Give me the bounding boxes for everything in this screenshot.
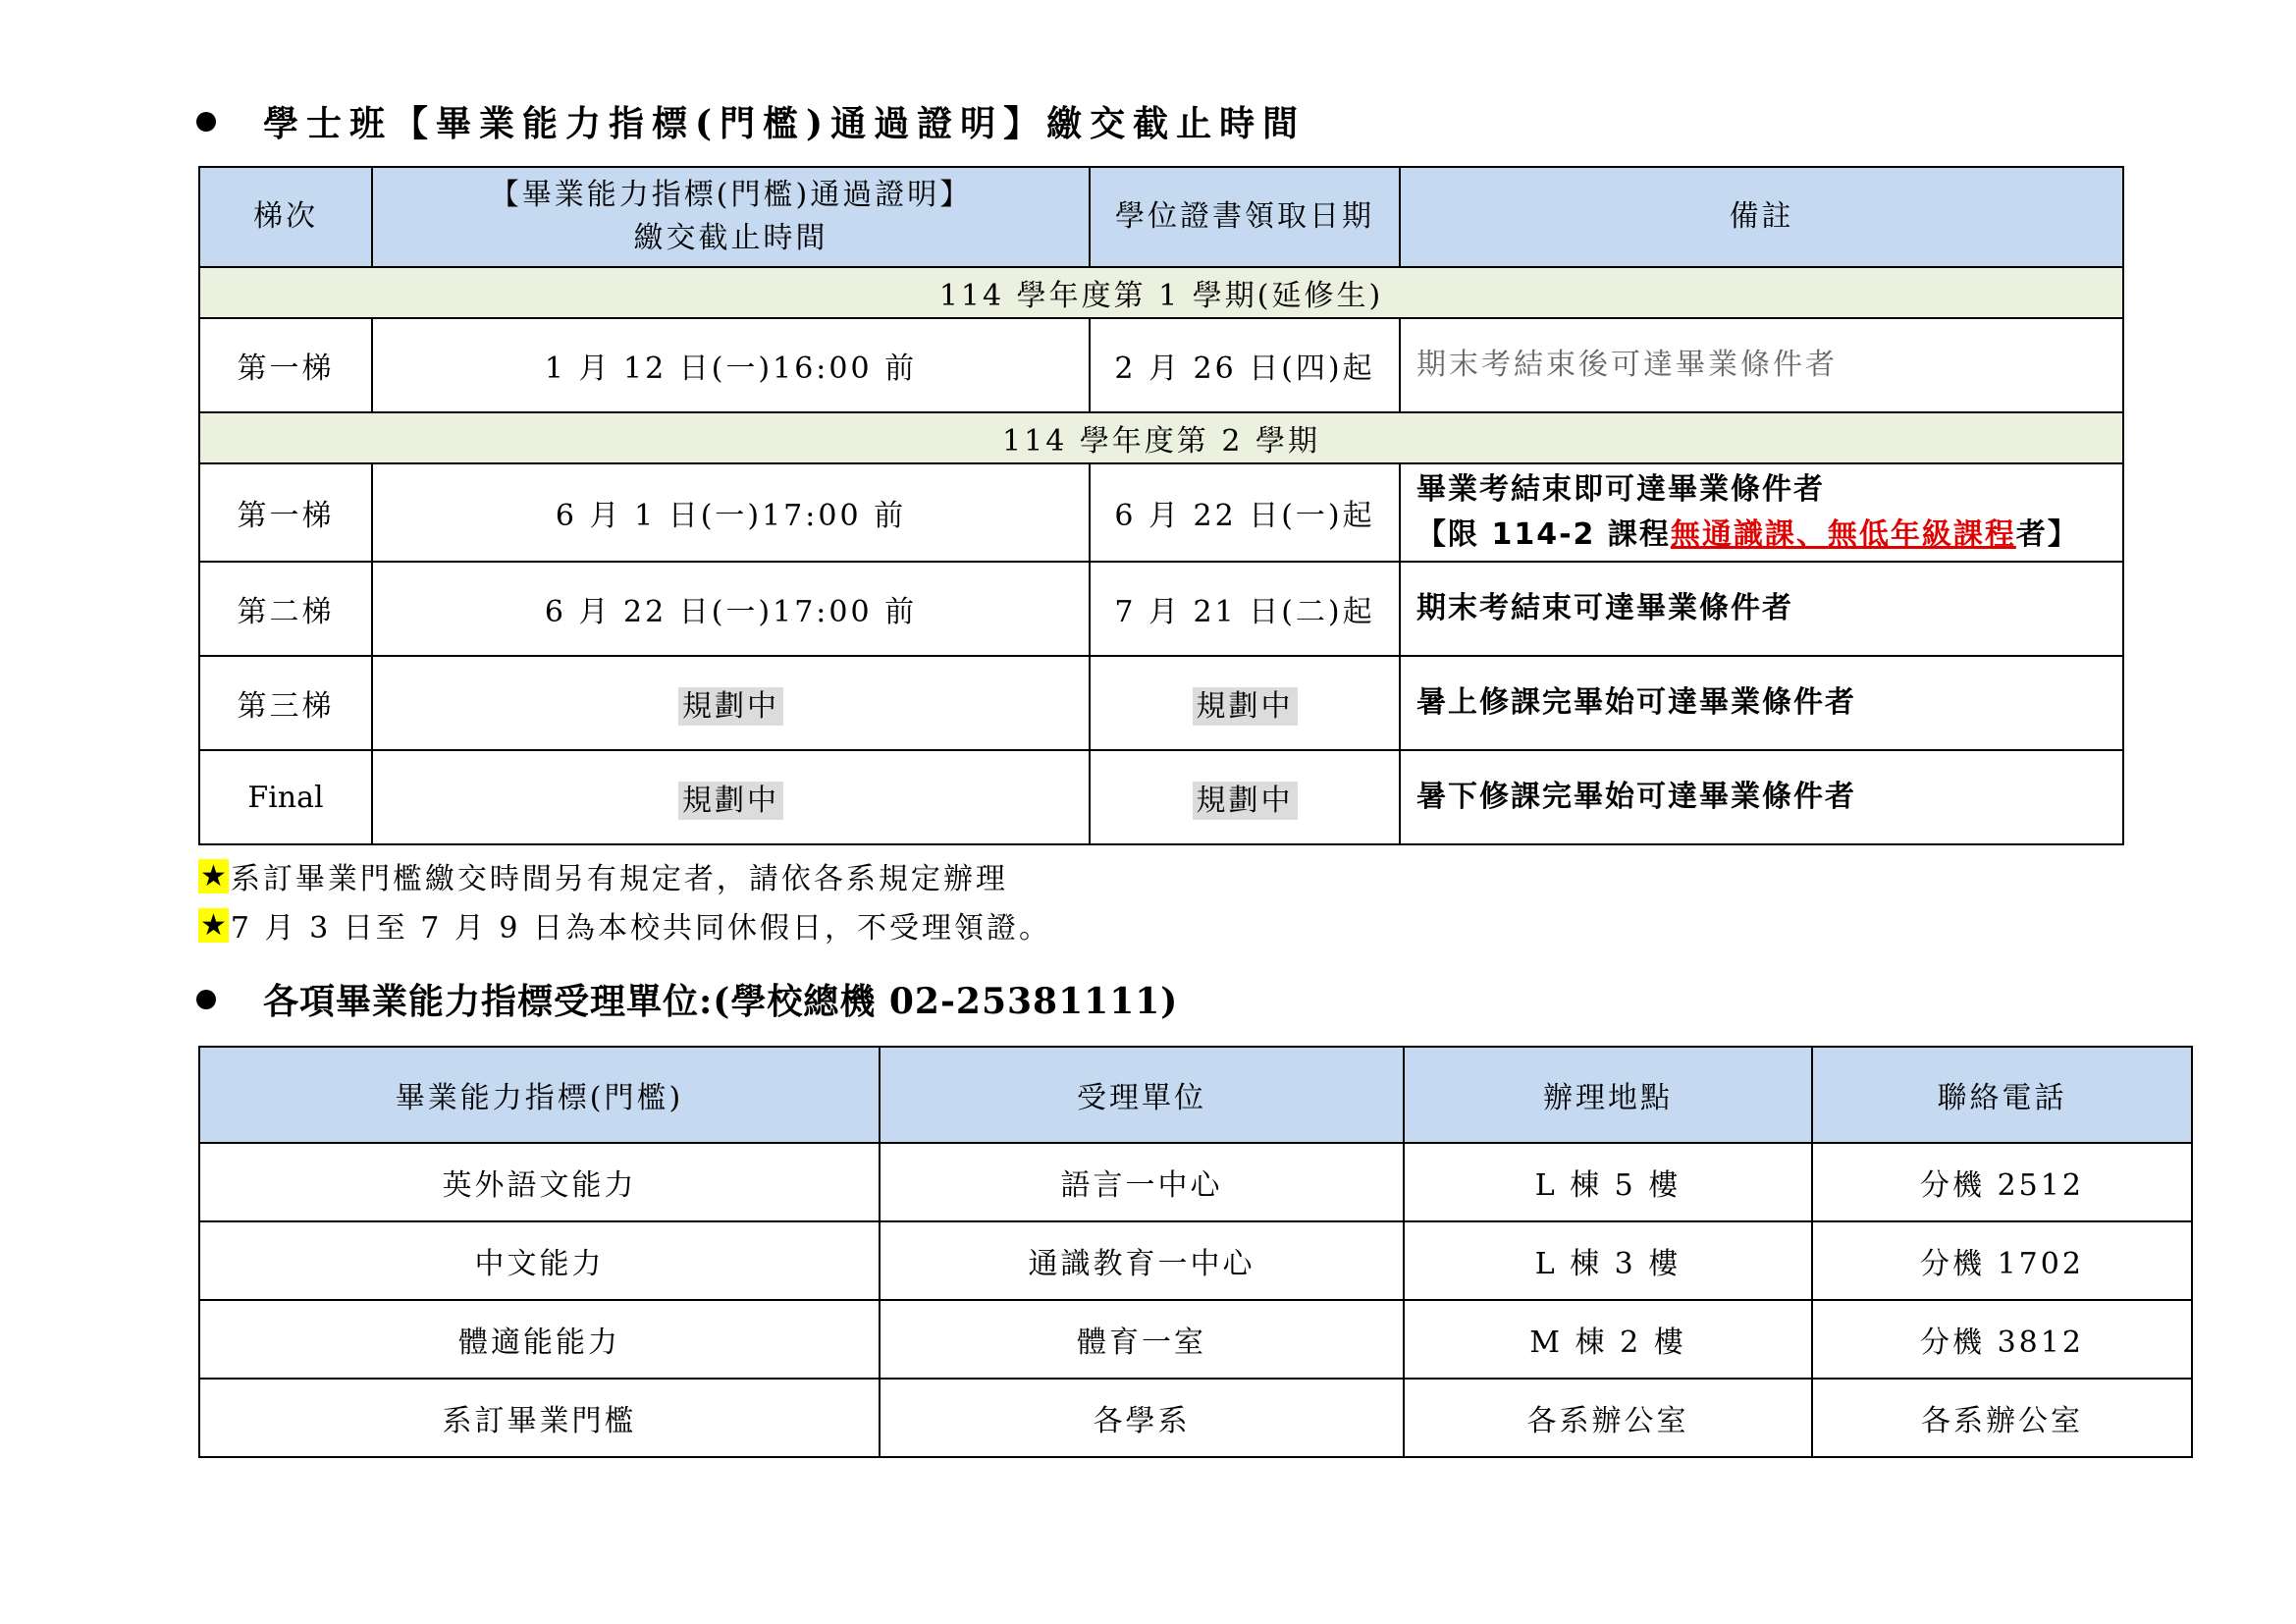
deadline-table [198, 166, 2124, 845]
note-cell: 畢業考結束即可達畢業條件者 【限 114-2 課程無通識課、無低年級課程者】 [1400, 463, 2123, 562]
star-icon: ★ [200, 907, 227, 943]
location-cell: M 棟 2 樓 [1404, 1300, 1812, 1379]
table-row [199, 1221, 2192, 1300]
restriction-highlight: 無通識課、無低年級課程 [1670, 517, 2016, 552]
unit-cell: 體育一室 [880, 1300, 1404, 1379]
header-indicator: 畢業能力指標(門檻) [199, 1047, 880, 1143]
section1-heading [196, 96, 1306, 146]
table-row [199, 1143, 2192, 1221]
note-cell: 期末考結束可達畢業條件者 [1400, 562, 2123, 656]
table-row [199, 318, 2123, 412]
pickup-cell [1090, 750, 1400, 844]
table-row [199, 562, 2123, 656]
planning-badge: 規劃中 [1193, 782, 1298, 820]
semester-label: 114 學年度第 1 學期(延修生) [199, 267, 2123, 318]
round-cell: 第一梯 [199, 463, 372, 562]
location-cell: L 棟 5 樓 [1404, 1143, 1812, 1221]
deadline-cell: 1 月 12 日(一)16:00 前 [372, 318, 1090, 412]
location-cell: L 棟 3 樓 [1404, 1221, 1812, 1300]
table-row [199, 463, 2123, 562]
unit-cell: 各學系 [880, 1379, 1404, 1457]
semester-row [199, 412, 2123, 463]
pickup-cell: 6 月 22 日(一)起 [1090, 463, 1400, 562]
footnote-1 [198, 854, 1008, 897]
header-round: 梯次 [199, 167, 372, 267]
note-cell: 暑上修課完畢始可達畢業條件者 [1400, 656, 2123, 750]
pickup-cell: 2 月 26 日(四)起 [1090, 318, 1400, 412]
pickup-cell [1090, 656, 1400, 750]
phone-cell: 分機 3812 [1812, 1300, 2192, 1379]
round-cell: Final [199, 750, 372, 844]
bullet-icon [196, 112, 216, 132]
planning-badge: 規劃中 [1193, 687, 1298, 726]
header-deadline: 【畢業能力指標(門檻)通過證明】 繳交截止時間 [372, 167, 1090, 267]
section2-heading [196, 974, 1178, 1024]
indicator-cell: 中文能力 [199, 1221, 880, 1300]
section1-title: 學士班【畢業能力指標(門檻)通過證明】繳交截止時間 [263, 103, 1307, 144]
deadline-cell: 6 月 1 日(一)17:00 前 [372, 463, 1090, 562]
deadline-cell [372, 750, 1090, 844]
deadline-cell: 6 月 22 日(一)17:00 前 [372, 562, 1090, 656]
pickup-cell: 7 月 21 日(二)起 [1090, 562, 1400, 656]
unit-cell: 通識教育一中心 [880, 1221, 1404, 1300]
planning-badge: 規劃中 [678, 687, 783, 726]
table-row [199, 656, 2123, 750]
table-row [199, 1300, 2192, 1379]
indicator-cell: 英外語文能力 [199, 1143, 880, 1221]
table-row [199, 1379, 2192, 1457]
header-pickup: 學位證書領取日期 [1090, 167, 1400, 267]
table-row [199, 750, 2123, 844]
header-location: 辦理地點 [1404, 1047, 1812, 1143]
indicator-cell: 系訂畢業門檻 [199, 1379, 880, 1457]
footnote-text: 系訂畢業門檻繳交時間另有規定者，請依各系規定辦理 [230, 862, 1008, 896]
round-cell: 第一梯 [199, 318, 372, 412]
unit-table-header [199, 1047, 2192, 1143]
indicator-cell: 體適能能力 [199, 1300, 880, 1379]
deadline-table-header [199, 167, 2123, 267]
note-cell: 暑下修課完畢始可達畢業條件者 [1400, 750, 2123, 844]
header-note: 備註 [1400, 167, 2123, 267]
star-icon: ★ [200, 858, 227, 893]
deadline-cell [372, 656, 1090, 750]
header-phone: 聯絡電話 [1812, 1047, 2192, 1143]
footnote-2 [198, 903, 1051, 947]
note-cell: 期末考結束後可達畢業條件者 [1400, 318, 2123, 412]
round-cell: 第三梯 [199, 656, 372, 750]
unit-cell: 語言一中心 [880, 1143, 1404, 1221]
location-cell: 各系辦公室 [1404, 1379, 1812, 1457]
footnote-text: 7 月 3 日至 7 月 9 日為本校共同休假日，不受理領證。 [230, 911, 1052, 946]
planning-badge: 規劃中 [678, 782, 783, 820]
phone-cell: 分機 1702 [1812, 1221, 2192, 1300]
semester-label: 114 學年度第 2 學期 [199, 412, 2123, 463]
phone-cell: 分機 2512 [1812, 1143, 2192, 1221]
section2-title: 各項畢業能力指標受理單位:(學校總機 02-25381111) [263, 981, 1179, 1022]
header-unit: 受理單位 [880, 1047, 1404, 1143]
bullet-icon [196, 990, 216, 1009]
unit-table [198, 1046, 2193, 1458]
round-cell: 第二梯 [199, 562, 372, 656]
semester-row [199, 267, 2123, 318]
phone-cell: 各系辦公室 [1812, 1379, 2192, 1457]
